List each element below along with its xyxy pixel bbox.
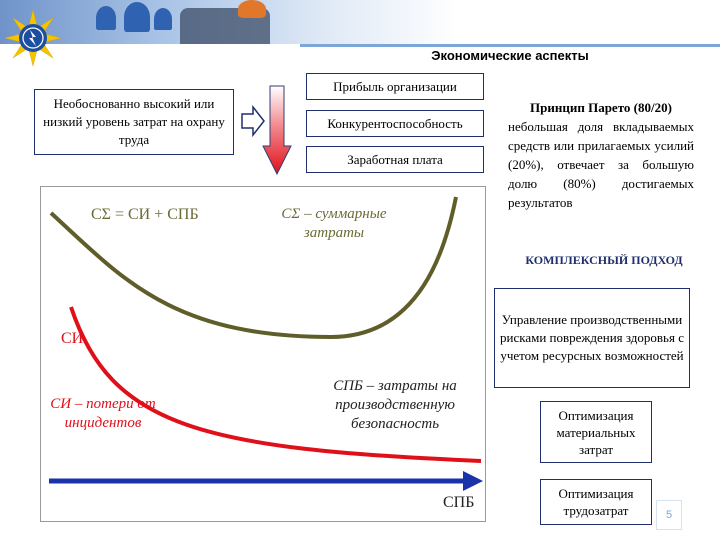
- material-costs-box: Оптимизация материальных затрат: [540, 401, 652, 463]
- pareto-title: Принцип Парето (80/20): [530, 100, 672, 115]
- labor-costs-box: Оптимизация трудозатрат: [540, 479, 652, 525]
- incident-loss-desc: CИ – потери от инцидентов: [50, 396, 156, 431]
- church-dome-icon: [154, 8, 172, 30]
- header-banner: [0, 0, 460, 44]
- church-dome-icon: [124, 2, 150, 32]
- complex-approach-title: КОМПЛЕКСНЫЙ ПОДХОД: [525, 253, 683, 267]
- slide-number: 5: [656, 500, 682, 530]
- company-logo-icon: [4, 8, 62, 68]
- pareto-text: небольшая доля вкладываемых средств или прилагаемых усилий (20%), отвечает за большую долю (80%) достигаемых результатов: [508, 119, 694, 210]
- salary-box: Заработная плата: [306, 146, 484, 173]
- risk-management-box: Управление производственными рисками повреждения здоровья с учетом ресурсных возможностей: [494, 288, 690, 388]
- competitiveness-box: Конкурентоспособность: [306, 110, 484, 137]
- safety-cost-desc: CПБ – затраты на производственную безопасность: [333, 378, 457, 432]
- x-axis-label: CПБ: [443, 494, 475, 511]
- page-title: Экономические аспекты: [431, 48, 589, 63]
- incident-cost-label: CИ: [61, 330, 84, 347]
- church-dome-icon: [96, 6, 116, 30]
- cost-level-box: Необоснованно высокий или низкий уровень затрат на охрану труда: [34, 89, 234, 155]
- chart-curves: [41, 187, 485, 521]
- total-cost-label: CΣ – суммарные затраты: [281, 206, 387, 241]
- hard-hat-icon: [238, 0, 266, 18]
- cost-chart: [40, 186, 486, 522]
- x-axis-arrow-icon: [463, 471, 483, 491]
- pareto-principle: [508, 98, 694, 212]
- profit-box: Прибыль организации: [306, 73, 484, 100]
- cost-formula: CΣ = CИ + CПБ: [91, 206, 199, 223]
- down-arrow-icon: [262, 84, 292, 176]
